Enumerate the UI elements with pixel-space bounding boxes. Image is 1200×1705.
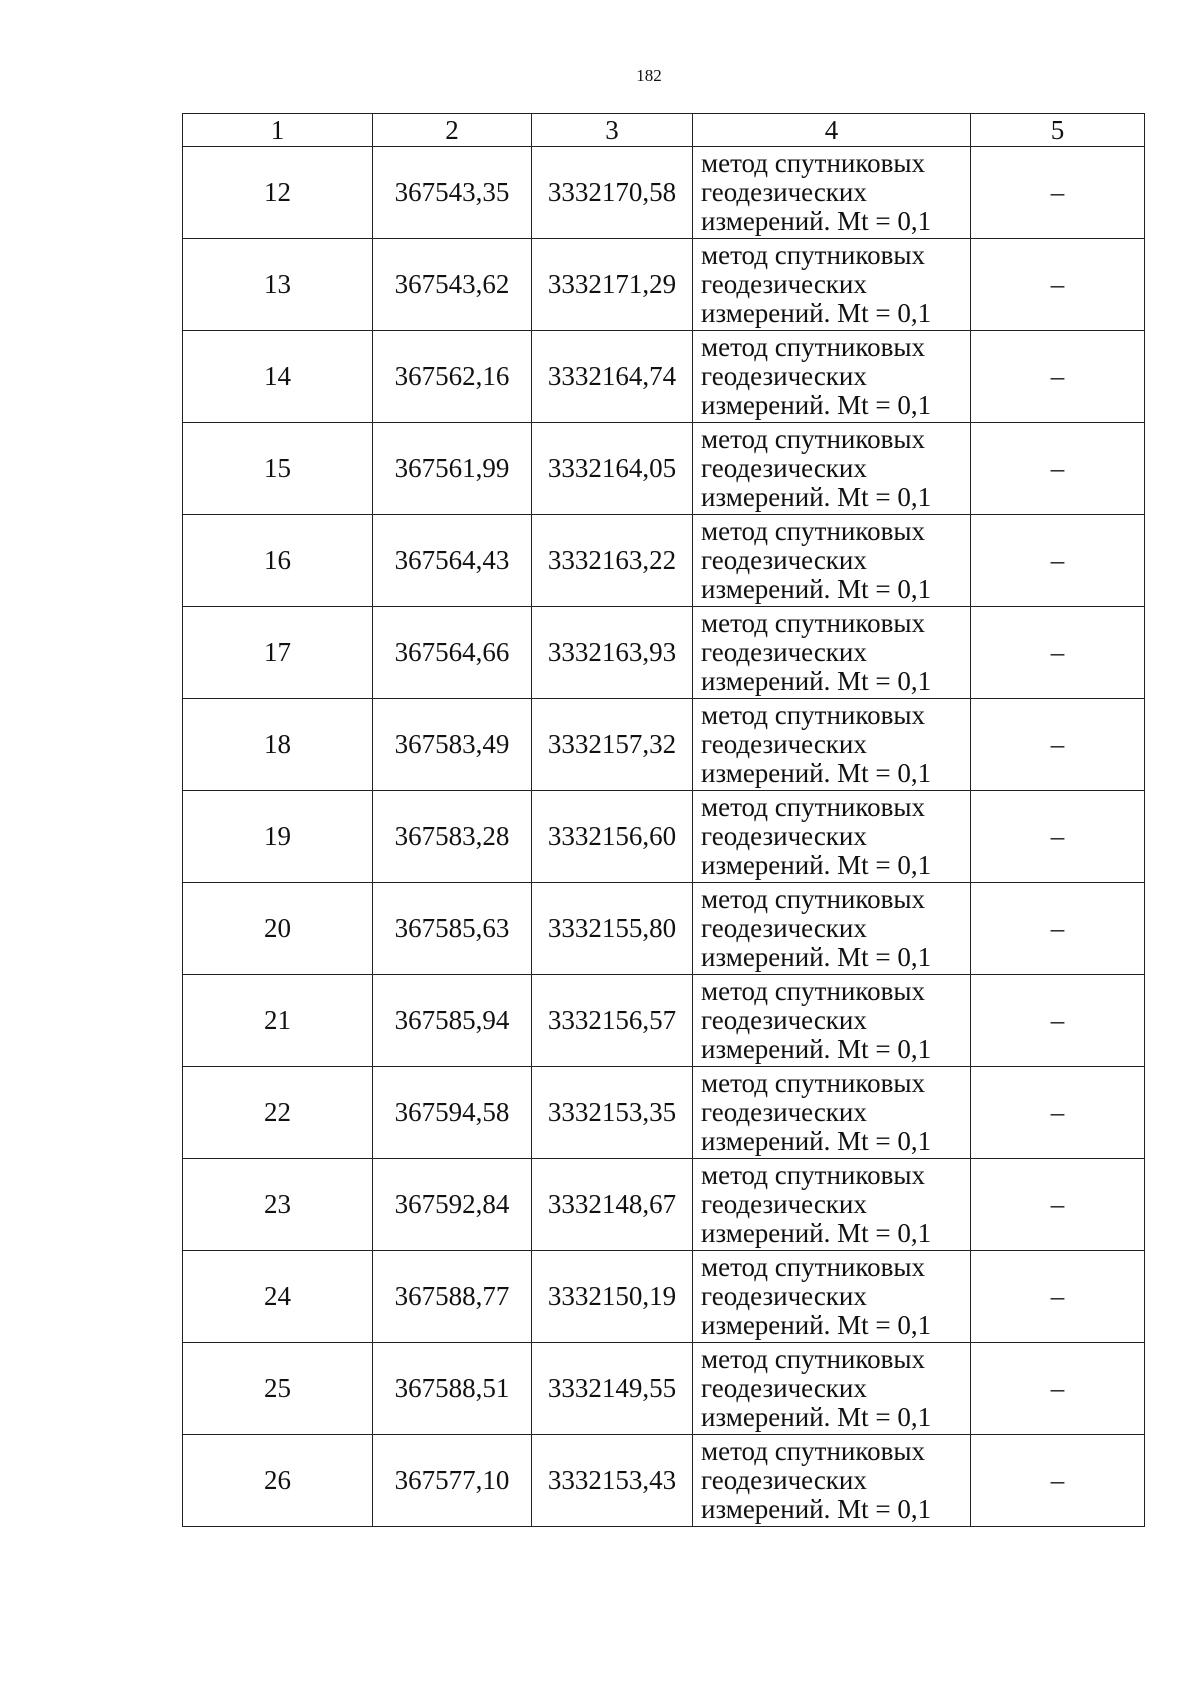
table-row [183,607,1145,699]
point-number-cell: 16 [183,515,373,607]
table-row [183,883,1145,975]
method-line: геодезических [701,1189,867,1219]
method-line: геодезических [701,913,867,943]
method-cell [693,1435,971,1527]
x-coordinate-cell: 367585,63 [373,883,532,975]
x-coordinate-cell: 367561,99 [373,423,532,515]
column-header-3: 3 [532,114,693,147]
note-cell: – [971,1067,1145,1159]
point-number-cell: 25 [183,1343,373,1435]
note-cell: – [971,239,1145,331]
method-line: метод спутниковых [701,332,925,362]
x-coordinate-cell: 367592,84 [373,1159,532,1251]
x-coordinate-cell: 367585,94 [373,975,532,1067]
y-coordinate-cell: 3332153,35 [532,1067,693,1159]
method-line: метод спутниковых [701,148,925,178]
point-number-cell: 23 [183,1159,373,1251]
point-number-cell: 21 [183,975,373,1067]
x-coordinate-cell: 367594,58 [373,1067,532,1159]
method-line: измерений. Mt = 0,1 [701,1218,932,1248]
note-cell: – [971,791,1145,883]
note-cell: – [971,1435,1145,1527]
method-line: измерений. Mt = 0,1 [701,1402,932,1432]
table-row [183,1251,1145,1343]
note-cell: – [971,423,1145,515]
note-cell: – [971,699,1145,791]
method-line: геодезических [701,361,867,391]
y-coordinate-cell: 3332150,19 [532,1251,693,1343]
method-line: геодезических [701,1097,867,1127]
table-row [183,975,1145,1067]
x-coordinate-cell: 367583,28 [373,791,532,883]
method-line: геодезических [701,729,867,759]
table-row [183,1343,1145,1435]
method-line: метод спутниковых [701,516,925,546]
method-line: измерений. Mt = 0,1 [701,482,932,512]
method-line: метод спутниковых [701,976,925,1006]
method-line: геодезических [701,453,867,483]
method-line: метод спутниковых [701,1160,925,1190]
table-row [183,1067,1145,1159]
y-coordinate-cell: 3332148,67 [532,1159,693,1251]
x-coordinate-cell: 367564,66 [373,607,532,699]
point-number-cell: 20 [183,883,373,975]
method-line: измерений. Mt = 0,1 [701,390,932,420]
y-coordinate-cell: 3332157,32 [532,699,693,791]
point-number-cell: 12 [183,147,373,239]
method-line: геодезических [701,1005,867,1035]
point-number-cell: 24 [183,1251,373,1343]
x-coordinate-cell: 367543,35 [373,147,532,239]
page-number: 182 [636,66,662,85]
column-header-4: 4 [693,114,971,147]
note-cell: – [971,147,1145,239]
table-row [183,515,1145,607]
column-header-1: 1 [183,114,373,147]
method-cell [693,515,971,607]
method-line: измерений. Mt = 0,1 [701,206,932,236]
note-cell: – [971,607,1145,699]
table-row [183,1435,1145,1527]
y-coordinate-cell: 3332153,43 [532,1435,693,1527]
y-coordinate-cell: 3332171,29 [532,239,693,331]
x-coordinate-cell: 367588,77 [373,1251,532,1343]
method-line: измерений. Mt = 0,1 [701,666,932,696]
y-coordinate-cell: 3332163,22 [532,515,693,607]
column-header-5: 5 [971,114,1145,147]
note-cell: – [971,975,1145,1067]
method-line: метод спутниковых [701,1068,925,1098]
point-number-cell: 13 [183,239,373,331]
table-row [183,147,1145,239]
method-line: измерений. Mt = 0,1 [701,298,932,328]
method-line: измерений. Mt = 0,1 [701,850,932,880]
method-line: метод спутниковых [701,700,925,730]
method-cell [693,147,971,239]
method-cell [693,1343,971,1435]
method-line: геодезических [701,1281,867,1311]
point-number-cell: 15 [183,423,373,515]
method-line: измерений. Mt = 0,1 [701,1034,932,1064]
method-line: геодезических [701,637,867,667]
table-row [183,791,1145,883]
note-cell: – [971,1159,1145,1251]
method-line: геодезических [701,177,867,207]
method-line: метод спутниковых [701,1344,925,1374]
x-coordinate-cell: 367583,49 [373,699,532,791]
method-cell [693,975,971,1067]
y-coordinate-cell: 3332170,58 [532,147,693,239]
method-line: метод спутниковых [701,424,925,454]
y-coordinate-cell: 3332163,93 [532,607,693,699]
point-number-cell: 17 [183,607,373,699]
method-line: метод спутниковых [701,884,925,914]
method-cell [693,1159,971,1251]
table-row [183,1159,1145,1251]
y-coordinate-cell: 3332164,74 [532,331,693,423]
point-number-cell: 18 [183,699,373,791]
method-line: геодезических [701,545,867,575]
method-line: измерений. Mt = 0,1 [701,1310,932,1340]
method-line: геодезических [701,269,867,299]
x-coordinate-cell: 367588,51 [373,1343,532,1435]
point-number-cell: 14 [183,331,373,423]
method-line: метод спутниковых [701,1436,925,1466]
method-line: метод спутниковых [701,240,925,270]
x-coordinate-cell: 367562,16 [373,331,532,423]
column-header-2: 2 [373,114,532,147]
method-line: метод спутниковых [701,608,925,638]
point-number-cell: 19 [183,791,373,883]
note-cell: – [971,515,1145,607]
table-row [183,699,1145,791]
method-line: геодезических [701,1465,867,1495]
y-coordinate-cell: 3332164,05 [532,423,693,515]
x-coordinate-cell: 367543,62 [373,239,532,331]
method-cell [693,1067,971,1159]
method-line: измерений. Mt = 0,1 [701,758,932,788]
table-row [183,331,1145,423]
method-line: геодезических [701,1373,867,1403]
method-cell [693,607,971,699]
x-coordinate-cell: 367577,10 [373,1435,532,1527]
method-cell [693,699,971,791]
table-row [183,423,1145,515]
coordinates-table [182,113,1145,1527]
method-cell [693,1251,971,1343]
y-coordinate-cell: 3332149,55 [532,1343,693,1435]
y-coordinate-cell: 3332156,60 [532,791,693,883]
x-coordinate-cell: 367564,43 [373,515,532,607]
note-cell: – [971,1343,1145,1435]
method-cell [693,239,971,331]
method-line: метод спутниковых [701,1252,925,1282]
point-number-cell: 22 [183,1067,373,1159]
table-body [183,147,1145,1527]
method-line: геодезических [701,821,867,851]
y-coordinate-cell: 3332156,57 [532,975,693,1067]
method-line: измерений. Mt = 0,1 [701,1494,932,1524]
note-cell: – [971,883,1145,975]
table-row [183,239,1145,331]
note-cell: – [971,331,1145,423]
y-coordinate-cell: 3332155,80 [532,883,693,975]
table-header-row [183,114,1145,147]
note-cell: – [971,1251,1145,1343]
method-cell [693,791,971,883]
method-line: измерений. Mt = 0,1 [701,942,932,972]
method-cell [693,883,971,975]
method-line: измерений. Mt = 0,1 [701,1126,932,1156]
method-cell [693,331,971,423]
point-number-cell: 26 [183,1435,373,1527]
method-cell [693,423,971,515]
method-line: метод спутниковых [701,792,925,822]
method-line: измерений. Mt = 0,1 [701,574,932,604]
